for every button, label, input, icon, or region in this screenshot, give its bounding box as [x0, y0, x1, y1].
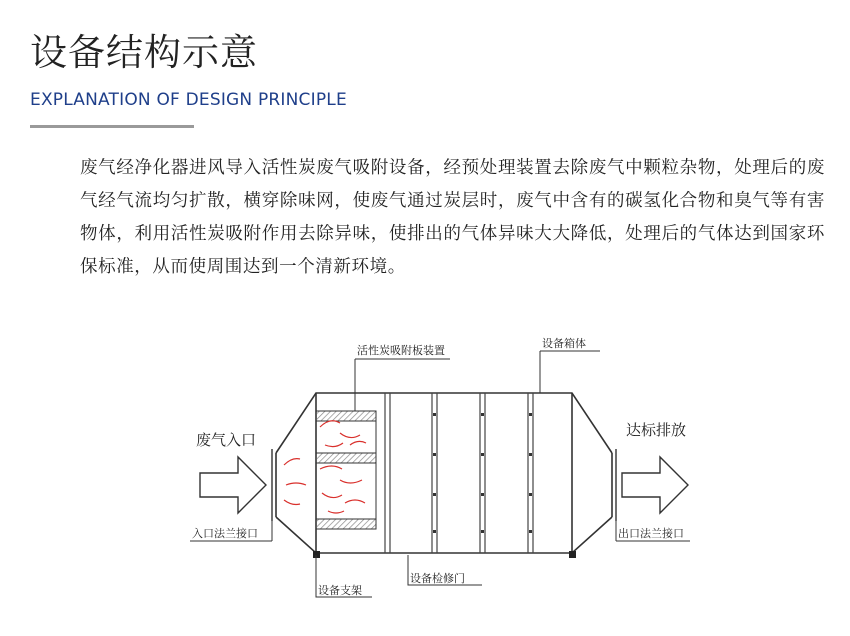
carbon-adsorption-plates	[316, 411, 376, 529]
label-outlet: 达标排放	[626, 421, 687, 439]
label-inlet: 废气入口	[196, 431, 257, 449]
leader-lines	[190, 351, 690, 597]
label-outlet-flange: 出口法兰接口	[618, 527, 684, 540]
title-underline	[30, 125, 194, 128]
door-hinges	[433, 413, 532, 533]
label-housing: 设备箱体	[542, 337, 586, 350]
equipment-diagram	[180, 335, 700, 605]
label-support: 设备支架	[318, 584, 362, 597]
label-inspection-door: 设备检修门	[410, 572, 465, 585]
page-title: 设备结构示意	[30, 31, 258, 74]
outlet-arrow-icon	[622, 457, 688, 513]
page-subtitle: EXPLANATION OF DESIGN PRINCIPLE	[30, 90, 347, 110]
description-text: 废气经净化器进风导入活性炭废气吸附设备，经预处理装置去除废气中颗粒杂物，处理后的废气经气流均匀扩散，横穿除味网，使废气通过炭层时，废气中含有的碳氢化合物和臭气等有害物体，利用活性炭吸附作用去除异味，使排出的气体异味大大降低，处理后的气体达到国家环保标准，从而使周围达到一个清新环境。	[80, 158, 825, 277]
label-inlet-flange: 入口法兰接口	[192, 527, 258, 540]
equipment-support	[313, 551, 576, 558]
inspection-door-partitions	[385, 393, 533, 553]
label-adsorption-plate: 活性炭吸附板装置	[357, 344, 445, 357]
airflow-arrows	[284, 421, 366, 513]
inlet-arrow-icon	[200, 457, 266, 513]
